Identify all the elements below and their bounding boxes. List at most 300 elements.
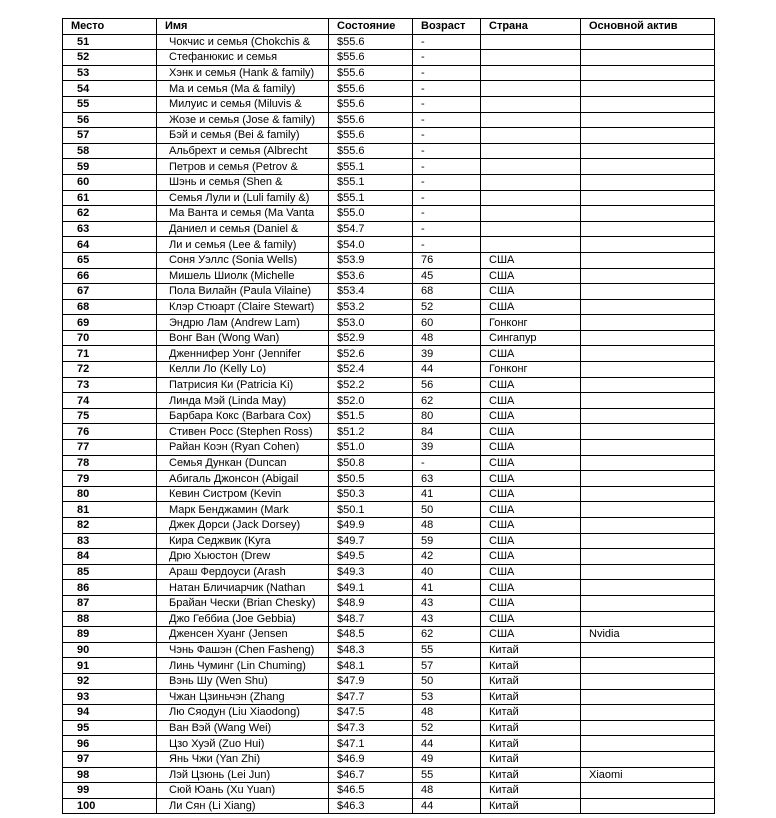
cell-rank: 60 [63,174,157,190]
cell-name: Хэнк и семья (Hank & family) [157,65,329,81]
cell-name: Марк Бенджамин (Mark [157,502,329,518]
cell-country: США [481,595,581,611]
cell-net-worth: $46.3 [329,798,413,814]
cell-country [481,50,581,66]
cell-name: Клэр Стюарт (Claire Stewart) [157,299,329,315]
cell-name: Кевин Систром (Kevin [157,486,329,502]
cell-name: Ван Вэй (Wang Wei) [157,720,329,736]
cell-name: Жозе и семья (Jose & family) [157,112,329,128]
cell-main-asset [581,112,715,128]
cell-age: 44 [413,798,481,814]
cell-age: - [413,128,481,144]
cell-net-worth: $55.1 [329,159,413,175]
cell-name: Патрисия Ки (Patricia Ki) [157,377,329,393]
cell-main-asset [581,50,715,66]
cell-name: Милуис и семья (Miluvis & [157,96,329,112]
cell-rank: 66 [63,268,157,284]
cell-age: 49 [413,751,481,767]
cell-age: 55 [413,642,481,658]
table-row [63,268,715,284]
cell-country: Гонконг [481,362,581,378]
cell-age: 80 [413,408,481,424]
table-row [63,362,715,378]
cell-rank: 64 [63,237,157,253]
table-row [63,96,715,112]
cell-age: 44 [413,362,481,378]
cell-net-worth: $49.3 [329,564,413,580]
table-row [63,502,715,518]
cell-rank: 71 [63,346,157,362]
cell-net-worth: $49.7 [329,533,413,549]
cell-rank: 69 [63,315,157,331]
cell-age: 57 [413,658,481,674]
cell-country [481,174,581,190]
table-row [63,627,715,643]
cell-net-worth: $49.9 [329,518,413,534]
cell-rank: 63 [63,221,157,237]
cell-name: Пола Вилайн (Paula Vilaine) [157,284,329,300]
cell-age: 39 [413,440,481,456]
cell-country: США [481,471,581,487]
cell-main-asset [581,751,715,767]
cell-main-asset [581,658,715,674]
cell-country: Китай [481,767,581,783]
cell-main-asset [581,377,715,393]
table-row [63,206,715,222]
cell-net-worth: $49.5 [329,549,413,565]
cell-name: Абигаль Джонсон (Abigail [157,471,329,487]
cell-name: Джек Дорси (Jack Dorsey) [157,518,329,534]
table-row [63,595,715,611]
table-row [63,190,715,206]
cell-country: Гонконг [481,315,581,331]
cell-name: Сюй Юань (Xu Yuan) [157,783,329,799]
table-row [63,408,715,424]
cell-net-worth: $51.5 [329,408,413,424]
cell-age: - [413,159,481,175]
cell-main-asset [581,237,715,253]
table-row [63,143,715,159]
cell-country [481,81,581,97]
cell-net-worth: $47.7 [329,689,413,705]
cell-country [481,128,581,144]
cell-net-worth: $47.1 [329,736,413,752]
cell-name: Барбара Кокс (Barbara Cox) [157,408,329,424]
cell-net-worth: $55.6 [329,112,413,128]
cell-age: - [413,34,481,50]
cell-country: США [481,268,581,284]
cell-net-worth: $52.0 [329,393,413,409]
cell-rank: 58 [63,143,157,159]
cell-main-asset [581,159,715,175]
cell-country: Китай [481,673,581,689]
cell-net-worth: $55.6 [329,81,413,97]
cell-name: Лэй Цзюнь (Lei Jun) [157,767,329,783]
cell-country [481,112,581,128]
cell-country: Китай [481,798,581,814]
cell-main-asset [581,362,715,378]
cell-age: 55 [413,767,481,783]
cell-net-worth: $55.6 [329,96,413,112]
cell-main-asset [581,673,715,689]
cell-main-asset: Xiaomi [581,767,715,783]
cell-country: США [481,252,581,268]
cell-rank: 74 [63,393,157,409]
cell-rank: 62 [63,206,157,222]
cell-main-asset [581,284,715,300]
cell-main-asset [581,736,715,752]
table-row [63,50,715,66]
cell-country: Китай [481,689,581,705]
cell-net-worth: $53.6 [329,268,413,284]
table-row [63,767,715,783]
cell-country [481,237,581,253]
table-row [63,611,715,627]
cell-country: США [481,393,581,409]
table-row [63,159,715,175]
cell-rank: 65 [63,252,157,268]
cell-net-worth: $47.3 [329,720,413,736]
cell-name: Семья Лули и (Luli family &) [157,190,329,206]
cell-age: - [413,143,481,159]
cell-country: Китай [481,736,581,752]
cell-age: 41 [413,486,481,502]
cell-main-asset [581,798,715,814]
cell-country [481,159,581,175]
cell-rank: 84 [63,549,157,565]
cell-rank: 70 [63,330,157,346]
cell-net-worth: $49.1 [329,580,413,596]
cell-rank: 88 [63,611,157,627]
cell-rank: 87 [63,595,157,611]
table-row [63,112,715,128]
cell-net-worth: $55.1 [329,190,413,206]
cell-country: США [481,564,581,580]
header-rank: Место [63,19,157,35]
cell-rank: 59 [63,159,157,175]
cell-rank: 55 [63,96,157,112]
cell-net-worth: $53.0 [329,315,413,331]
table-row [63,252,715,268]
table-row [63,81,715,97]
cell-name: Дрю Хьюстон (Drew [157,549,329,565]
cell-main-asset [581,471,715,487]
cell-name: Линь Чуминг (Lin Chuming) [157,658,329,674]
cell-main-asset [581,549,715,565]
cell-name: Альбрехт и семья (Albrecht [157,143,329,159]
cell-name: Янь Чжи (Yan Zhi) [157,751,329,767]
cell-rank: 85 [63,564,157,580]
cell-age: - [413,96,481,112]
cell-country: Китай [481,783,581,799]
cell-country: США [481,627,581,643]
table-row [63,455,715,471]
cell-age: 63 [413,471,481,487]
cell-main-asset [581,299,715,315]
cell-age: 40 [413,564,481,580]
cell-main-asset [581,268,715,284]
cell-rank: 91 [63,658,157,674]
cell-rank: 67 [63,284,157,300]
cell-rank: 98 [63,767,157,783]
cell-main-asset [581,81,715,97]
cell-age: 62 [413,393,481,409]
cell-main-asset: Nvidia [581,627,715,643]
cell-age: - [413,50,481,66]
cell-rank: 68 [63,299,157,315]
cell-net-worth: $52.2 [329,377,413,393]
cell-main-asset [581,518,715,534]
cell-main-asset [581,720,715,736]
cell-age: 39 [413,346,481,362]
cell-age: 43 [413,611,481,627]
cell-age: 45 [413,268,481,284]
cell-age: 44 [413,736,481,752]
table-row [63,642,715,658]
cell-country [481,65,581,81]
cell-age: 52 [413,720,481,736]
cell-name: Петров и семья (Petrov & [157,159,329,175]
cell-rank: 93 [63,689,157,705]
cell-rank: 61 [63,190,157,206]
cell-age: - [413,206,481,222]
cell-country: США [481,518,581,534]
billionaires-table [62,18,715,814]
cell-country: Китай [481,720,581,736]
header-net-worth: Состояние [329,19,413,35]
table-row [63,424,715,440]
cell-country: США [481,533,581,549]
cell-main-asset [581,580,715,596]
table-row [63,486,715,502]
cell-main-asset [581,440,715,456]
cell-rank: 80 [63,486,157,502]
cell-country: США [481,611,581,627]
cell-age: 53 [413,689,481,705]
cell-age: 43 [413,595,481,611]
cell-name: Джо Геббиа (Joe Gebbia) [157,611,329,627]
cell-main-asset [581,128,715,144]
cell-rank: 89 [63,627,157,643]
cell-country: США [481,455,581,471]
cell-rank: 86 [63,580,157,596]
cell-rank: 72 [63,362,157,378]
table-row [63,533,715,549]
cell-main-asset [581,65,715,81]
cell-age: - [413,190,481,206]
cell-net-worth: $55.6 [329,128,413,144]
cell-age: 50 [413,673,481,689]
cell-net-worth: $48.1 [329,658,413,674]
cell-name: Ли Сян (Li Xiang) [157,798,329,814]
cell-name: Натан Бличиарчик (Nathan [157,580,329,596]
cell-age: - [413,174,481,190]
table-row [63,174,715,190]
table-row [63,736,715,752]
table-row [63,284,715,300]
cell-rank: 97 [63,751,157,767]
cell-main-asset [581,455,715,471]
cell-country: США [481,580,581,596]
cell-name: Бэй и семья (Bei & family) [157,128,329,144]
cell-name: Вонг Ван (Wong Wan) [157,330,329,346]
cell-name: Дженнифер Уонг (Jennifer [157,346,329,362]
cell-name: Лю Сяодун (Liu Xiaodong) [157,705,329,721]
cell-net-worth: $53.4 [329,284,413,300]
cell-net-worth: $52.6 [329,346,413,362]
cell-net-worth: $55.1 [329,174,413,190]
table-row [63,783,715,799]
cell-main-asset [581,174,715,190]
cell-rank: 77 [63,440,157,456]
cell-net-worth: $46.9 [329,751,413,767]
cell-main-asset [581,783,715,799]
cell-net-worth: $55.0 [329,206,413,222]
cell-main-asset [581,502,715,518]
cell-country: Китай [481,751,581,767]
cell-name: Даниел и семья (Daniel & [157,221,329,237]
cell-age: 41 [413,580,481,596]
cell-main-asset [581,564,715,580]
cell-country [481,96,581,112]
cell-net-worth: $46.5 [329,783,413,799]
table-row [63,346,715,362]
cell-rank: 78 [63,455,157,471]
table-row [63,580,715,596]
cell-net-worth: $52.9 [329,330,413,346]
cell-name: Стефанюкис и семья [157,50,329,66]
cell-name: Ма и семья (Ma & family) [157,81,329,97]
cell-name: Ма Ванта и семья (Ma Vanta [157,206,329,222]
cell-age: 48 [413,518,481,534]
cell-rank: 81 [63,502,157,518]
cell-net-worth: $48.9 [329,595,413,611]
cell-main-asset [581,221,715,237]
cell-main-asset [581,252,715,268]
cell-age: 42 [413,549,481,565]
cell-name: Цзо Хуэй (Zuo Hui) [157,736,329,752]
cell-age: - [413,237,481,253]
cell-name: Шэнь и семья (Shen & [157,174,329,190]
cell-rank: 95 [63,720,157,736]
table-row [63,518,715,534]
table-row [63,299,715,315]
cell-net-worth: $55.6 [329,65,413,81]
cell-rank: 51 [63,34,157,50]
cell-name: Мишель Шиолк (Michelle [157,268,329,284]
table-row [63,330,715,346]
cell-rank: 57 [63,128,157,144]
cell-net-worth: $48.5 [329,627,413,643]
table-row [63,377,715,393]
table-row [63,689,715,705]
cell-rank: 79 [63,471,157,487]
cell-rank: 90 [63,642,157,658]
cell-name: Эндрю Лам (Andrew Lam) [157,315,329,331]
cell-country: Сингапур [481,330,581,346]
table-row [63,705,715,721]
cell-net-worth: $55.6 [329,143,413,159]
cell-name: Чэнь Фашэн (Chen Fasheng) [157,642,329,658]
header-main-asset: Основной актив [581,19,715,35]
cell-age: - [413,221,481,237]
cell-name: Кира Седжвик (Kyra [157,533,329,549]
cell-main-asset [581,424,715,440]
cell-age: 59 [413,533,481,549]
cell-main-asset [581,393,715,409]
cell-main-asset [581,595,715,611]
cell-rank: 73 [63,377,157,393]
cell-age: - [413,455,481,471]
cell-name: Семья Дункан (Duncan [157,455,329,471]
table-row [63,440,715,456]
cell-main-asset [581,705,715,721]
cell-net-worth: $51.0 [329,440,413,456]
cell-net-worth: $50.5 [329,471,413,487]
cell-name: Вэнь Шу (Wen Shu) [157,673,329,689]
cell-net-worth: $52.4 [329,362,413,378]
cell-country [481,206,581,222]
cell-main-asset [581,642,715,658]
cell-rank: 82 [63,518,157,534]
cell-net-worth: $55.6 [329,50,413,66]
cell-net-worth: $47.9 [329,673,413,689]
cell-age: 52 [413,299,481,315]
cell-net-worth: $46.7 [329,767,413,783]
cell-age: 48 [413,705,481,721]
cell-name: Дженсен Хуанг (Jensen [157,627,329,643]
table-row [63,393,715,409]
cell-main-asset [581,143,715,159]
cell-rank: 54 [63,81,157,97]
table-row [63,237,715,253]
table-row [63,128,715,144]
cell-country: Китай [481,642,581,658]
table-row [63,798,715,814]
cell-net-worth: $47.5 [329,705,413,721]
cell-country: США [481,284,581,300]
cell-name: Араш Фердоуси (Arash [157,564,329,580]
table-row [63,564,715,580]
cell-main-asset [581,315,715,331]
cell-main-asset [581,96,715,112]
cell-main-asset [581,689,715,705]
cell-country: США [481,440,581,456]
cell-country: США [481,299,581,315]
cell-country: США [481,424,581,440]
cell-net-worth: $50.1 [329,502,413,518]
cell-country: США [481,377,581,393]
cell-rank: 83 [63,533,157,549]
cell-net-worth: $53.2 [329,299,413,315]
cell-name: Чокчис и семья (Chokchis & [157,34,329,50]
cell-net-worth: $55.6 [329,34,413,50]
table-row [63,673,715,689]
cell-rank: 53 [63,65,157,81]
cell-main-asset [581,611,715,627]
table-row [63,221,715,237]
cell-net-worth: $50.3 [329,486,413,502]
cell-main-asset [581,533,715,549]
cell-name: Ли и семья (Lee & family) [157,237,329,253]
cell-age: 68 [413,284,481,300]
cell-main-asset [581,190,715,206]
cell-age: 84 [413,424,481,440]
cell-age: - [413,112,481,128]
cell-name: Соня Уэллс (Sonia Wells) [157,252,329,268]
table-row [63,549,715,565]
cell-age: 56 [413,377,481,393]
